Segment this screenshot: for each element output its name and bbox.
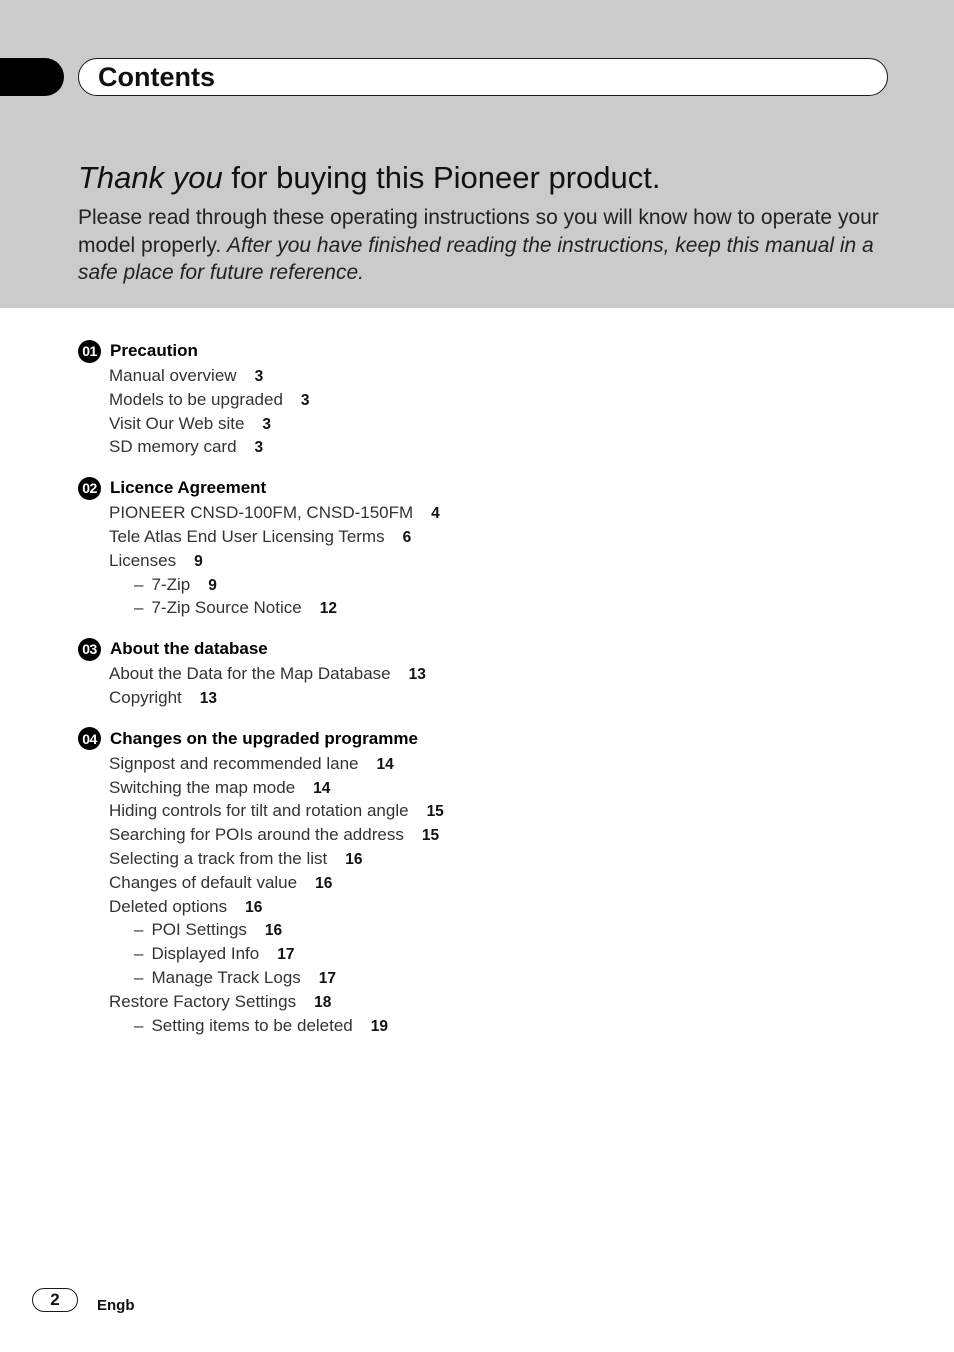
sub-entry-dash: – [134,1015,144,1035]
contents-title: Contents [98,62,215,92]
entry-page-number: 9 [194,552,203,570]
entry-page-number: 19 [370,1017,389,1035]
toc-entry[interactable] [78,662,778,686]
section-title: Changes on the upgraded programme [110,728,418,748]
toc-subentry[interactable] [78,596,778,620]
entry-text: Changes of default value [109,872,298,892]
entry-text: Displayed Info [151,944,260,964]
entry-page-number: 16 [345,850,363,868]
entry-text: Signpost and recommended lane [109,753,359,773]
section-title: About the database [110,639,268,659]
entry-page-number: 3 [300,391,310,409]
intro-plain: Please read through these operating instructions so you will know how to operate your model properly. [78,206,879,257]
entry-text: Licenses [109,550,177,570]
entry-page-number: 16 [264,922,283,940]
entry-page-number: 13 [408,666,426,684]
entry-text: Deleted options [109,896,228,916]
toc-subentry[interactable] [78,573,778,597]
entry-text: Visit Our Web site [109,413,245,433]
section-tab-marker [0,58,64,96]
entry-text: POI Settings [151,920,247,940]
entry-page-number: 3 [254,439,264,457]
entry-page-number: 16 [315,874,333,892]
toc-entry[interactable] [78,388,778,412]
entry-text: 7-Zip Source Notice [151,598,302,618]
section-heading[interactable] [78,636,778,662]
toc-entry[interactable] [78,895,778,919]
entry-page-number: 3 [262,415,272,433]
entry-text: Selecting a track from the list [109,848,328,868]
toc-section [78,475,778,620]
entry-page-number: 12 [319,600,337,618]
sub-entry-dash: – [134,967,144,987]
chapter-number-badge: 04 [78,727,101,750]
toc-entry[interactable] [78,776,778,800]
entry-text: 7-Zip [151,574,191,594]
sub-entry-dash: – [134,598,144,618]
section-heading[interactable] [78,338,778,364]
headline-italic: Thank you [78,160,223,195]
table-of-contents [78,338,778,1053]
sub-entry-dash: – [134,920,144,940]
entry-text: SD memory card [109,437,237,457]
section-heading[interactable] [78,475,778,501]
toc-subentry[interactable] [78,918,778,942]
toc-entry[interactable] [78,990,778,1014]
entry-page-number: 13 [199,689,218,707]
sub-entry-dash: – [134,574,144,594]
toc-entry[interactable] [78,412,778,436]
entry-page-number: 17 [277,946,295,964]
entry-page-number: 6 [402,528,412,546]
toc-entry[interactable] [78,799,778,823]
entry-page-number: 17 [318,969,337,987]
intro-paragraph [78,204,894,287]
entry-page-number: 16 [245,898,263,916]
page-number: 2 [32,1288,78,1312]
toc-section [78,338,778,459]
entry-text: Searching for POIs around the address [109,825,404,845]
chapter-number-badge: 02 [78,477,101,500]
section-heading[interactable] [78,726,778,752]
entry-page-number: 14 [313,779,331,797]
entry-text: Manage Track Logs [151,967,301,987]
intro-italic: After you have finished reading the instructions, keep this manual in a safe place for future reference. [78,233,874,284]
section-title: Precaution [110,341,198,360]
entry-text: Copyright [109,687,182,707]
toc-entry[interactable] [78,435,778,459]
entry-text: Tele Atlas End User Licensing Terms [109,526,385,546]
language-code: Engb [97,1297,135,1314]
entry-page-number: 4 [431,505,440,523]
entry-text: Manual overview [109,366,237,385]
entry-text: PIONEER CNSD-100FM, CNSD-150FM [109,503,414,523]
chapter-number-badge: 01 [78,340,101,363]
entry-page-number: 15 [421,827,440,845]
contents-title-box [78,58,888,96]
entry-text: About the Data for the Map Database [109,664,391,684]
entry-page-number: 3 [254,368,264,385]
entry-page-number: 9 [208,576,217,594]
entry-text: Setting items to be deleted [151,1015,353,1035]
toc-entry[interactable] [78,871,778,895]
toc-entry[interactable] [78,525,778,549]
entry-text: Hiding controls for tilt and rotation angle [109,801,409,821]
entry-page-number: 14 [376,755,394,773]
toc-entry[interactable] [78,501,778,525]
entry-text: Switching the map mode [109,777,296,797]
chapter-number-badge: 03 [78,638,101,661]
toc-subentry[interactable] [78,1014,778,1038]
headline-rest: for buying this Pioneer product. [222,160,661,195]
toc-section [78,726,778,1038]
toc-entry[interactable] [78,364,778,388]
entry-text: Models to be upgraded [109,389,283,409]
header-band [0,0,954,308]
section-title: Licence Agreement [110,478,267,498]
toc-entry[interactable] [78,549,778,573]
toc-entry[interactable] [78,686,778,710]
headline [78,158,660,198]
toc-subentry[interactable] [78,942,778,966]
toc-entry[interactable] [78,752,778,776]
toc-entry[interactable] [78,847,778,871]
toc-entry[interactable] [78,823,778,847]
entry-page-number: 15 [426,803,444,821]
toc-subentry[interactable] [78,966,778,990]
toc-section [78,636,778,710]
entry-page-number: 18 [314,993,332,1011]
entry-text: Restore Factory Settings [109,991,297,1011]
sub-entry-dash: – [134,944,144,964]
